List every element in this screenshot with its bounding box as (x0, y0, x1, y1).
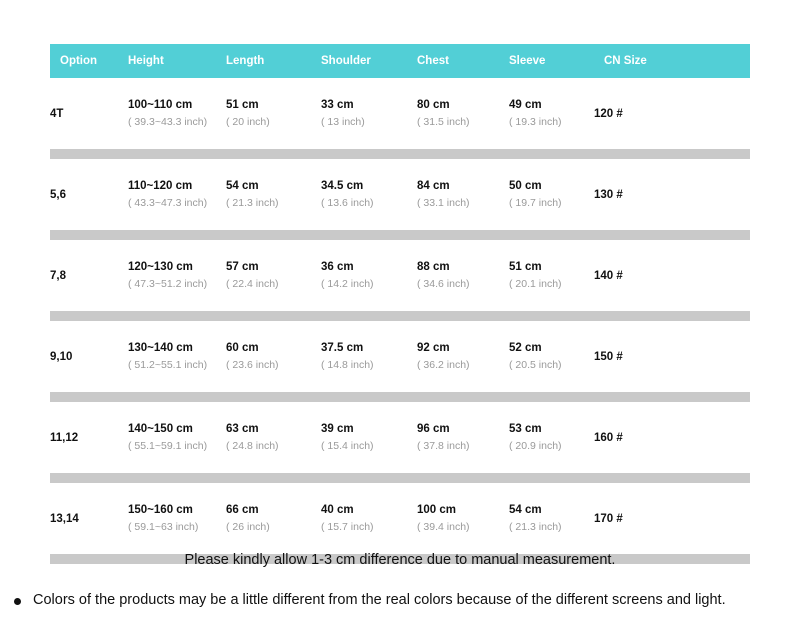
cell-cn-size: 160 # (594, 431, 623, 444)
cell-sleeve (499, 240, 594, 311)
table-body (50, 78, 750, 564)
cell-height (118, 402, 216, 473)
cell-length (216, 78, 311, 149)
separator-bar (50, 149, 750, 159)
value-shoulder: 33 cm (321, 99, 354, 112)
value-shoulder-inch: ( 15.7 inch) (321, 520, 374, 533)
value-sleeve: 50 cm (509, 180, 542, 193)
table-row (50, 78, 750, 149)
cell-height (118, 321, 216, 392)
value-height: 130~140 cm (128, 342, 193, 355)
row-separator (50, 230, 750, 240)
cell-cn-size: 140 # (594, 269, 623, 282)
size-chart-table (50, 44, 750, 564)
value-length-inch: ( 24.8 inch) (226, 439, 279, 452)
value-chest: 88 cm (417, 261, 450, 274)
column-header-shoulder: Shoulder (311, 44, 407, 78)
value-sleeve-inch: ( 19.7 inch) (509, 196, 562, 209)
value-shoulder: 40 cm (321, 504, 354, 517)
bullet-icon (14, 598, 21, 605)
cell-length (216, 402, 311, 473)
value-height-inch: ( 47.3~51.2 inch) (128, 277, 208, 290)
separator-bar (50, 230, 750, 240)
cell-chest (407, 78, 499, 149)
cell-option: 11,12 (50, 431, 79, 444)
value-height-inch: ( 43.3~47.3 inch) (128, 196, 208, 209)
color-note (10, 592, 790, 608)
cell-height (118, 240, 216, 311)
measurement-note: Please kindly allow 1-3 cm difference due to manual measurement. (184, 552, 616, 568)
value-sleeve-inch: ( 19.3 inch) (509, 115, 562, 128)
cell-chest (407, 159, 499, 230)
cell-sleeve (499, 402, 594, 473)
value-length: 54 cm (226, 180, 259, 193)
cell-sleeve (499, 321, 594, 392)
value-chest-inch: ( 33.1 inch) (417, 196, 470, 209)
table-row (50, 321, 750, 392)
row-separator (50, 392, 750, 402)
table-row (50, 240, 750, 311)
cell-shoulder (311, 78, 407, 149)
value-shoulder: 39 cm (321, 423, 354, 436)
value-height: 110~120 cm (128, 180, 193, 193)
value-chest-inch: ( 37.8 inch) (417, 439, 470, 452)
table-row (50, 402, 750, 473)
value-height-inch: ( 51.2~55.1 inch) (128, 358, 208, 371)
column-header-sleeve: Sleeve (499, 44, 594, 78)
value-chest: 92 cm (417, 342, 450, 355)
separator-bar (50, 392, 750, 402)
table-row (50, 483, 750, 554)
value-length-inch: ( 23.6 inch) (226, 358, 279, 371)
value-height: 100~110 cm (128, 99, 193, 112)
value-sleeve: 53 cm (509, 423, 542, 436)
cell-option: 9,10 (50, 350, 73, 363)
value-length: 51 cm (226, 99, 259, 112)
cell-cn-size: 150 # (594, 350, 623, 363)
value-sleeve: 49 cm (509, 99, 542, 112)
cell-shoulder (311, 402, 407, 473)
value-height: 140~150 cm (128, 423, 193, 436)
cell-length (216, 483, 311, 554)
column-header-length: Length (216, 44, 311, 78)
cell-shoulder (311, 321, 407, 392)
value-height-inch: ( 59.1~63 inch) (128, 520, 199, 533)
value-shoulder: 34.5 cm (321, 180, 364, 193)
cell-chest (407, 240, 499, 311)
cell-cn-size: 130 # (594, 188, 623, 201)
separator-bar (50, 473, 750, 483)
row-separator (50, 473, 750, 483)
column-header-chest: Chest (407, 44, 499, 78)
cell-option: 13,14 (50, 512, 79, 525)
cell-length (216, 159, 311, 230)
value-length-inch: ( 26 inch) (226, 520, 270, 533)
value-height: 120~130 cm (128, 261, 193, 274)
value-chest: 84 cm (417, 180, 450, 193)
cell-shoulder (311, 159, 407, 230)
cell-cn-size: 170 # (594, 512, 623, 525)
value-sleeve: 54 cm (509, 504, 542, 517)
value-shoulder-inch: ( 15.4 inch) (321, 439, 374, 452)
value-chest-inch: ( 39.4 inch) (417, 520, 470, 533)
cell-shoulder (311, 240, 407, 311)
value-shoulder-inch: ( 14.8 inch) (321, 358, 374, 371)
color-note-text: Colors of the products may be a little different from the real colors because of the different screens and light. (33, 592, 726, 608)
value-chest-inch: ( 31.5 inch) (417, 115, 470, 128)
table-row (50, 159, 750, 230)
cell-shoulder (311, 483, 407, 554)
value-length: 57 cm (226, 261, 259, 274)
cell-sleeve (499, 159, 594, 230)
table-header (50, 44, 750, 78)
column-header-height: Height (118, 44, 216, 78)
row-separator (50, 311, 750, 321)
value-chest: 100 cm (417, 504, 457, 517)
cell-height (118, 483, 216, 554)
value-chest-inch: ( 36.2 inch) (417, 358, 470, 371)
value-sleeve: 52 cm (509, 342, 542, 355)
value-length-inch: ( 21.3 inch) (226, 196, 279, 209)
cell-chest (407, 402, 499, 473)
value-shoulder: 37.5 cm (321, 342, 364, 355)
value-length: 60 cm (226, 342, 259, 355)
cell-sleeve (499, 78, 594, 149)
cell-chest (407, 321, 499, 392)
value-shoulder-inch: ( 14.2 inch) (321, 277, 374, 290)
cell-chest (407, 483, 499, 554)
value-sleeve-inch: ( 20.1 inch) (509, 277, 562, 290)
column-header-cn-size: CN Size (594, 44, 750, 78)
cell-sleeve (499, 483, 594, 554)
value-chest: 96 cm (417, 423, 450, 436)
cell-cn-size: 120 # (594, 107, 623, 120)
value-shoulder-inch: ( 13.6 inch) (321, 196, 374, 209)
cell-option: 7,8 (50, 269, 66, 282)
cell-length (216, 321, 311, 392)
cell-height (118, 159, 216, 230)
value-sleeve-inch: ( 20.5 inch) (509, 358, 562, 371)
cell-length (216, 240, 311, 311)
value-height-inch: ( 55.1~59.1 inch) (128, 439, 208, 452)
cell-option: 5,6 (50, 188, 66, 201)
value-shoulder-inch: ( 13 inch) (321, 115, 365, 128)
header-row (50, 44, 750, 78)
cell-height (118, 78, 216, 149)
value-sleeve-inch: ( 21.3 inch) (509, 520, 562, 533)
value-height: 150~160 cm (128, 504, 193, 517)
value-sleeve: 51 cm (509, 261, 542, 274)
value-chest: 80 cm (417, 99, 450, 112)
column-header-option: Option (50, 44, 118, 78)
value-length-inch: ( 20 inch) (226, 115, 270, 128)
separator-bar (50, 311, 750, 321)
value-length-inch: ( 22.4 inch) (226, 277, 279, 290)
cell-option: 4T (50, 107, 64, 120)
value-length: 63 cm (226, 423, 259, 436)
value-chest-inch: ( 34.6 inch) (417, 277, 470, 290)
value-shoulder: 36 cm (321, 261, 354, 274)
value-sleeve-inch: ( 20.9 inch) (509, 439, 562, 452)
value-length: 66 cm (226, 504, 259, 517)
row-separator (50, 149, 750, 159)
value-height-inch: ( 39.3~43.3 inch) (128, 115, 208, 128)
